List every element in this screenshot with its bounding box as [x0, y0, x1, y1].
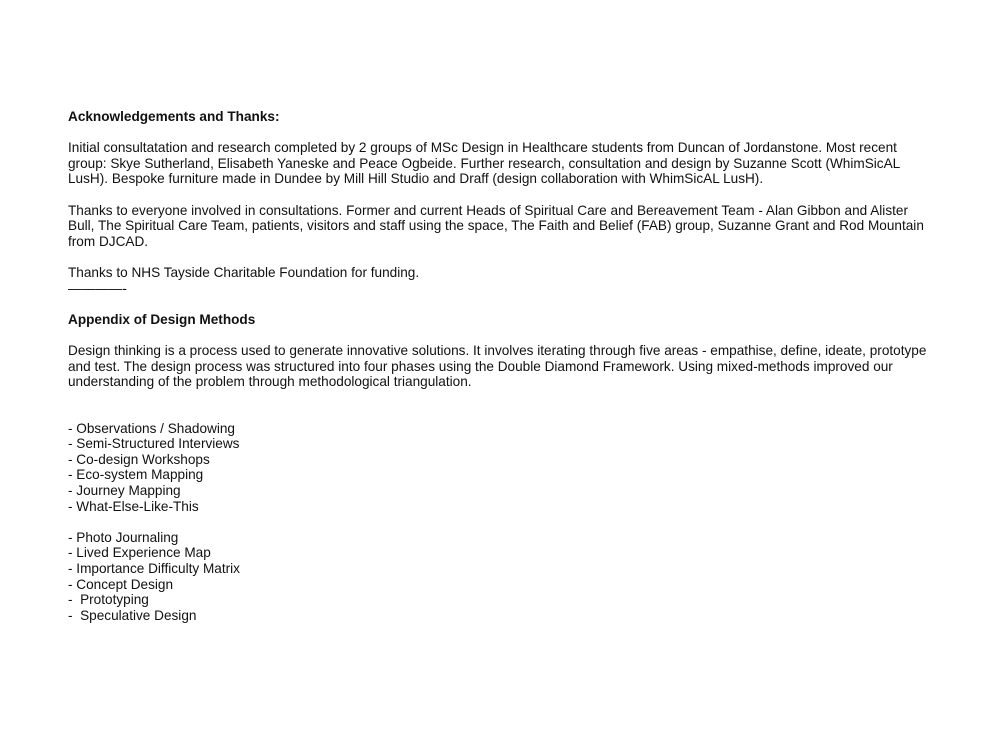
methods-list-2: [68, 530, 938, 624]
document-page: [68, 109, 938, 623]
method-item: - What-Else-Like-This: [68, 498, 199, 514]
method-item: - Concept Design: [68, 576, 174, 592]
method-item: - Journey Mapping: [68, 483, 181, 499]
method-item: - Speculative Design: [68, 607, 197, 623]
method-item: - Lived Experience Map: [68, 545, 211, 561]
spacer: [68, 187, 938, 203]
method-item: - Co-design Workshops: [68, 451, 210, 467]
methods-list-1: [68, 421, 938, 515]
acknowledgements-paragraph-2: Thanks to everyone involved in consultations. Former and current Heads of Spiritual Care and Bereavement Team - Alan Gibbon and Alister Bull, The Spiritual Care Team, patients, visitors and staff using the space, The Faith and Belief (FAB) group, Suzanne Grant and Rod Mountain from DJCAD.: [68, 202, 924, 249]
spacer: [68, 296, 938, 312]
method-item: - Importance Difficulty Matrix: [68, 561, 240, 577]
acknowledgements-paragraph-1: Initial consultatation and research completed by 2 groups of MSc Design in Healthcare students from Duncan of Jordanstone. Most recent group: Skye Sutherland, Elisabeth Yaneske and Peace Ogbeide. Further research, consultation and design by Suzanne Scott (WhimSicAL LusH). Bespoke furniture made in Dundee by Mill Hill Studio and Draff (design collaboration with WhimSicAL LusH).: [68, 140, 900, 187]
method-item: - Prototyping: [68, 592, 149, 608]
appendix-paragraph: Design thinking is a process used to generate innovative solutions. It involves iterating through five areas - empathise, define, ideate, prototype and test. The design process was structured into four phases using the Double Diamond Framework. Using mixed-methods improved our understanding of the problem through methodological triangulation.: [68, 342, 927, 390]
spacer: [68, 249, 938, 265]
method-item: - Photo Journaling: [68, 529, 179, 545]
method-item: - Semi-Structured Interviews: [68, 436, 240, 452]
spacer: [68, 125, 938, 141]
acknowledgements-heading: Acknowledgements and Thanks:: [68, 109, 280, 124]
funding-paragraph: Thanks to NHS Tayside Charitable Foundation for funding.: [68, 264, 420, 280]
spacer: [68, 327, 938, 343]
method-item: - Eco-system Mapping: [68, 467, 204, 483]
spacer: [68, 514, 938, 530]
spacer: [68, 390, 938, 421]
section-divider: ————-: [68, 280, 127, 296]
appendix-heading: Appendix of Design Methods: [68, 311, 256, 327]
method-item: - Observations / Shadowing: [68, 420, 235, 436]
